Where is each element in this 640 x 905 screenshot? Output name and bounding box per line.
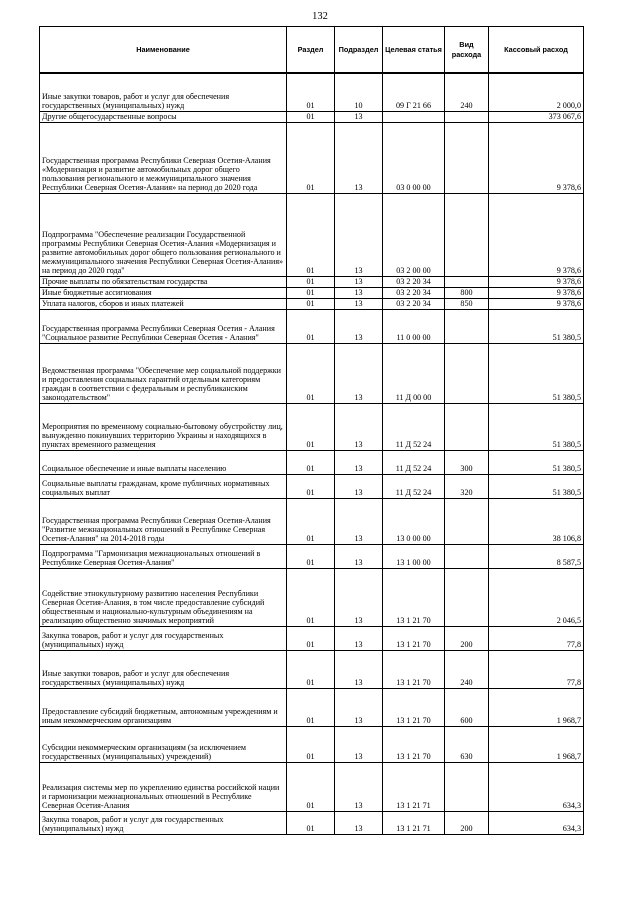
row-subsection-cell: 13 (335, 568, 383, 626)
row-target-cell: 13 1 21 70 (383, 688, 445, 726)
row-amount-cell: 51 380,5 (489, 403, 584, 450)
row-subsection-cell: 13 (335, 811, 383, 834)
row-type-cell (445, 276, 489, 287)
table-row (40, 276, 584, 287)
row-target-cell: 13 1 21 70 (383, 650, 445, 688)
table-row (40, 474, 584, 498)
row-target-cell: 13 0 00 00 (383, 498, 445, 544)
row-section-cell: 01 (287, 343, 335, 403)
table-row (40, 287, 584, 298)
row-amount-cell: 51 380,5 (489, 309, 584, 343)
column-header-cash-expense: Кассовый расход (489, 27, 584, 74)
row-amount-cell: 77,8 (489, 650, 584, 688)
row-subsection-cell: 13 (335, 287, 383, 298)
row-target-cell: 11 0 00 00 (383, 309, 445, 343)
row-section-cell: 01 (287, 298, 335, 309)
row-target-cell: 13 1 21 70 (383, 626, 445, 650)
row-type-cell (445, 122, 489, 193)
row-section-cell: 01 (287, 762, 335, 811)
row-name-cell: Ведомственная программа "Обеспечение мер социальной поддержки и предоставления социальных гарантий отдельным категориям граждан в соответствии с федеральным и республиканским законодательством" (40, 343, 287, 403)
row-type-cell (445, 544, 489, 568)
table-row (40, 762, 584, 811)
row-amount-cell: 51 380,5 (489, 474, 584, 498)
column-header-expense-type: Вид расхода (445, 27, 489, 74)
table-row (40, 568, 584, 626)
row-section-cell: 01 (287, 450, 335, 474)
row-section-cell: 01 (287, 626, 335, 650)
row-name-cell: Подпрограмма "Гармонизация межнациональных отношений в Республике Северная Осетия-Алания" (40, 544, 287, 568)
row-target-cell: 11 Д 52 24 (383, 474, 445, 498)
row-amount-cell: 9 378,6 (489, 122, 584, 193)
table-row (40, 343, 584, 403)
row-type-cell: 200 (445, 626, 489, 650)
row-section-cell: 01 (287, 122, 335, 193)
row-subsection-cell: 13 (335, 762, 383, 811)
row-amount-cell: 1 968,7 (489, 726, 584, 762)
row-subsection-cell: 13 (335, 403, 383, 450)
row-section-cell: 01 (287, 309, 335, 343)
row-subsection-cell: 13 (335, 122, 383, 193)
row-type-cell: 240 (445, 73, 489, 111)
row-section-cell: 01 (287, 276, 335, 287)
row-subsection-cell: 13 (335, 726, 383, 762)
row-name-cell: Закупка товаров, работ и услуг для государственных (муниципальных) нужд (40, 626, 287, 650)
row-type-cell (445, 498, 489, 544)
table-row (40, 544, 584, 568)
row-subsection-cell: 13 (335, 193, 383, 276)
row-section-cell: 01 (287, 193, 335, 276)
table-row (40, 650, 584, 688)
row-subsection-cell: 13 (335, 650, 383, 688)
row-amount-cell: 38 106,8 (489, 498, 584, 544)
row-section-cell: 01 (287, 544, 335, 568)
table-row (40, 626, 584, 650)
row-amount-cell: 77,8 (489, 626, 584, 650)
row-type-cell (445, 568, 489, 626)
row-amount-cell: 51 380,5 (489, 450, 584, 474)
table-row (40, 73, 584, 111)
row-name-cell: Другие общегосударственные вопросы (40, 111, 287, 122)
row-target-cell: 03 2 20 34 (383, 276, 445, 287)
row-subsection-cell: 13 (335, 450, 383, 474)
row-type-cell: 630 (445, 726, 489, 762)
row-target-cell: 11 Д 52 24 (383, 403, 445, 450)
row-name-cell: Мероприятия по временному социально-бытовому обустройству лиц, вынужденно покинувших территорию Украины и находящихся в пунктах временного размещения (40, 403, 287, 450)
row-amount-cell: 2 000,0 (489, 73, 584, 111)
row-type-cell: 600 (445, 688, 489, 726)
column-header-target-article: Целевая статья (383, 27, 445, 74)
row-target-cell: 11 Д 52 24 (383, 450, 445, 474)
row-target-cell: 03 0 00 00 (383, 122, 445, 193)
page-number: 132 (312, 11, 328, 22)
row-section-cell: 01 (287, 811, 335, 834)
row-subsection-cell: 13 (335, 626, 383, 650)
row-amount-cell: 9 378,6 (489, 298, 584, 309)
row-amount-cell: 634,3 (489, 762, 584, 811)
row-type-cell: 300 (445, 450, 489, 474)
row-type-cell (445, 111, 489, 122)
row-target-cell: 13 1 21 71 (383, 762, 445, 811)
row-section-cell: 01 (287, 726, 335, 762)
row-subsection-cell: 13 (335, 474, 383, 498)
table-row (40, 298, 584, 309)
row-amount-cell: 9 378,6 (489, 287, 584, 298)
row-subsection-cell: 13 (335, 309, 383, 343)
row-amount-cell: 1 968,7 (489, 688, 584, 726)
row-name-cell: Государственная программа Республики Северная Осетия - Алания "Социальное развитие Республики Северная Осетия - Алания" (40, 309, 287, 343)
row-amount-cell: 373 067,6 (489, 111, 584, 122)
row-subsection-cell: 13 (335, 343, 383, 403)
row-name-cell: Иные закупки товаров, работ и услуг для обеспечения государственных (муниципальных) нужд (40, 650, 287, 688)
row-amount-cell: 9 378,6 (489, 193, 584, 276)
row-name-cell: Социальное обеспечение и иные выплаты населению (40, 450, 287, 474)
table-row (40, 811, 584, 834)
row-name-cell: Государственная программа Республики Северная Осетия-Алания "Развитие межнациональных отношений в Республике Северная Осетия-Алания" на 2014-2018 годы (40, 498, 287, 544)
row-section-cell: 01 (287, 287, 335, 298)
table-row (40, 498, 584, 544)
row-type-cell (445, 193, 489, 276)
row-type-cell: 850 (445, 298, 489, 309)
row-subsection-cell: 13 (335, 111, 383, 122)
row-amount-cell: 634,3 (489, 811, 584, 834)
row-target-cell: 13 1 21 71 (383, 811, 445, 834)
row-name-cell: Субсидии некоммерческим организациям (за исключением государственных (муниципальных) учреждений) (40, 726, 287, 762)
row-name-cell: Уплата налогов, сборов и иных платежей (40, 298, 287, 309)
table-row (40, 111, 584, 122)
table-row (40, 122, 584, 193)
row-subsection-cell: 10 (335, 73, 383, 111)
row-target-cell: 13 1 21 70 (383, 568, 445, 626)
row-target-cell: 09 Г 21 66 (383, 73, 445, 111)
row-subsection-cell: 13 (335, 276, 383, 287)
row-type-cell: 200 (445, 811, 489, 834)
row-amount-cell: 8 587,5 (489, 544, 584, 568)
row-section-cell: 01 (287, 474, 335, 498)
row-type-cell (445, 762, 489, 811)
table-row (40, 403, 584, 450)
row-subsection-cell: 13 (335, 544, 383, 568)
budget-table (39, 26, 584, 835)
row-section-cell: 01 (287, 568, 335, 626)
row-name-cell: Прочие выплаты по обязательствам государства (40, 276, 287, 287)
row-target-cell: 03 2 20 34 (383, 287, 445, 298)
row-type-cell (445, 343, 489, 403)
row-type-cell (445, 309, 489, 343)
row-name-cell: Содействие этнокультурному развитию населения Республики Северная Осетия-Алания, в том числе предоставление субсидий общественным и национально-культурным объединениям на реализацию общественно значимых мероприятий (40, 568, 287, 626)
table-body (40, 73, 584, 834)
row-target-cell: 03 2 20 34 (383, 298, 445, 309)
row-section-cell: 01 (287, 688, 335, 726)
row-section-cell: 01 (287, 73, 335, 111)
row-name-cell: Иные бюджетные ассигнования (40, 287, 287, 298)
row-subsection-cell: 13 (335, 298, 383, 309)
table-row (40, 193, 584, 276)
row-type-cell: 320 (445, 474, 489, 498)
row-name-cell: Реализация системы мер по укреплению единства российской нации и гармонизации межнациональных отношений в Республике Северная Осетия-Алания (40, 762, 287, 811)
column-header-section: Раздел (287, 27, 335, 74)
table-header-row (40, 27, 584, 74)
row-type-cell: 240 (445, 650, 489, 688)
row-name-cell: Государственная программа Республики Северная Осетия-Алания «Модернизация и развитие автомобильных дорог общего пользования регионального и межмуниципального значения Республики Северная Осетия-Алания» на период до 2020 года (40, 122, 287, 193)
row-section-cell: 01 (287, 111, 335, 122)
table-row (40, 726, 584, 762)
row-section-cell: 01 (287, 498, 335, 544)
row-target-cell: 13 1 00 00 (383, 544, 445, 568)
row-name-cell: Иные закупки товаров, работ и услуг для обеспечения государственных (муниципальных) нужд (40, 73, 287, 111)
row-section-cell: 01 (287, 403, 335, 450)
row-subsection-cell: 13 (335, 688, 383, 726)
table-row (40, 309, 584, 343)
row-amount-cell: 2 046,5 (489, 568, 584, 626)
row-name-cell: Социальные выплаты гражданам, кроме публичных нормативных социальных выплат (40, 474, 287, 498)
row-subsection-cell: 13 (335, 498, 383, 544)
row-section-cell: 01 (287, 650, 335, 688)
row-amount-cell: 9 378,6 (489, 276, 584, 287)
table-row (40, 688, 584, 726)
row-type-cell: 800 (445, 287, 489, 298)
row-type-cell (445, 403, 489, 450)
table-row (40, 450, 584, 474)
column-header-subsection: Подраздел (335, 27, 383, 74)
row-name-cell: Предоставление субсидий бюджетным, автономным учреждениям и иным некоммерческим организациям (40, 688, 287, 726)
row-target-cell: 03 2 00 00 (383, 193, 445, 276)
row-target-cell: 13 1 21 70 (383, 726, 445, 762)
row-name-cell: Подпрограмма "Обеспечение реализации Государственной программы Республики Северная Осетия-Алания «Модернизация и развитие автомобильных дорог общего пользования регионального и межмуниципального значения Республики Северная Осетия-Алания» на период до 2020 года" (40, 193, 287, 276)
row-name-cell: Закупка товаров, работ и услуг для государственных (муниципальных) нужд (40, 811, 287, 834)
row-amount-cell: 51 380,5 (489, 343, 584, 403)
row-target-cell: 11 Д 00 00 (383, 343, 445, 403)
column-header-name: Наименование (40, 27, 287, 74)
row-target-cell (383, 111, 445, 122)
